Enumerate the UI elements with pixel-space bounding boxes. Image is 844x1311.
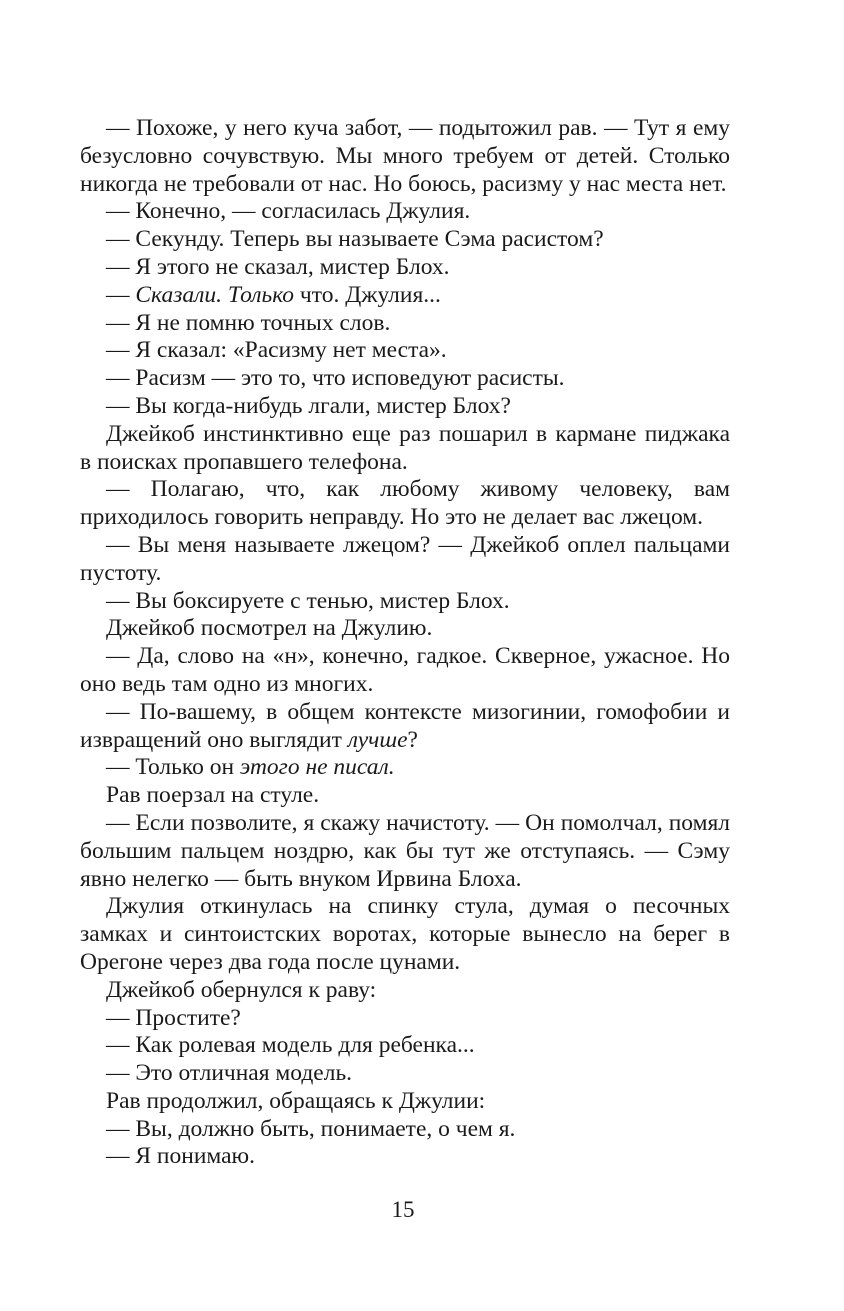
- paragraph: [80, 226, 730, 254]
- paragraph: [80, 1116, 730, 1144]
- paragraph: [80, 810, 730, 893]
- paragraph: [80, 699, 730, 755]
- paragraph: [80, 282, 730, 310]
- text-run: — Я понимаю.: [106, 1143, 255, 1170]
- text-run: что. Джулия...: [294, 281, 441, 308]
- paragraph: [80, 977, 730, 1005]
- text-run: Рав продолжил, обращаясь к Джулии:: [106, 1087, 486, 1114]
- text-run: — Вы, должно быть, понимаете, о чем я.: [106, 1115, 516, 1142]
- paragraph: [80, 393, 730, 421]
- text-run: Джейкоб обернулся к раву:: [106, 976, 377, 1003]
- paragraph: [80, 1032, 730, 1060]
- paragraph: [80, 254, 730, 282]
- text-run: — Вы когда-нибудь лгали, мистер Блох?: [106, 392, 511, 419]
- text-run: — Я сказал: «Расизму нет места».: [106, 337, 447, 364]
- text-run: — Полагаю, что, как любому живому человеку, вам приходилось говорить неправду. Но это не делает вас лжецом.: [80, 476, 730, 531]
- page-number: 15: [391, 1197, 415, 1222]
- text-run: — Я не помню точных слов.: [106, 309, 391, 336]
- paragraph: [80, 476, 730, 532]
- text-run: — Секунду. Теперь вы называете Сэма расистом?: [106, 226, 604, 253]
- text-run: —: [106, 281, 136, 308]
- text-run: — Похоже, у него куча забот, — подытожил рав. — Тут я ему безусловно сочувствую. Мы много требуем от детей. Столько никогда не требовали от нас. Но боюсь, расизму у нас места нет.: [80, 115, 730, 197]
- paragraph: [80, 893, 730, 976]
- paragraph: [80, 782, 730, 810]
- paragraph: [80, 1060, 730, 1088]
- text-run: Джейкоб посмотрел на Джулию.: [106, 615, 433, 642]
- text-run: — Как ролевая модель для ребенка...: [106, 1032, 475, 1059]
- paragraph: [80, 337, 730, 365]
- text-run: — Это отличная модель.: [106, 1060, 353, 1087]
- text-run: Джейкоб инстинктивно еще раз пошарил в кармане пиджака в поисках пропавшего телефона.: [80, 420, 730, 475]
- text-run: — Да, слово на «н», конечно, гадкое. Скверное, ужасное. Но оно ведь там одно из многих.: [80, 643, 730, 697]
- paragraph: [80, 643, 730, 699]
- text-run: — Конечно, — согласилась Джулия.: [106, 198, 471, 225]
- paragraph: [80, 615, 730, 643]
- text-run: — Расизм — это то, что исповедуют расисты.: [106, 365, 565, 392]
- text-run: — Я этого не сказал, мистер Блох.: [106, 253, 450, 280]
- italic-text-run: этого не писал.: [239, 754, 395, 781]
- page-body-text: [80, 115, 730, 1171]
- paragraph: [80, 532, 730, 588]
- italic-text-run: лучше: [347, 726, 408, 753]
- text-run: ?: [407, 726, 418, 753]
- text-run: — Если позволите, я скажу начистоту. — Он помолчал, помял большим пальцем ноздрю, как бы тут же отступаясь. — Сэму явно нелегко — быть внуком Ирвина Блоха.: [80, 809, 730, 892]
- paragraph: [80, 115, 730, 198]
- text-run: — Вы боксируете с тенью, мистер Блох.: [106, 587, 510, 614]
- paragraph: [80, 310, 730, 338]
- paragraph: [80, 1005, 730, 1033]
- text-run: — Простите?: [106, 1004, 241, 1031]
- text-run: — Только он: [106, 754, 240, 781]
- paragraph: [80, 421, 730, 477]
- paragraph: [80, 588, 730, 616]
- text-run: Джулия откинулась на спинку стула, думая о песочных замках и синтоистских воротах, которые вынесло на берег в Орегоне через два года после цунами.: [80, 893, 730, 975]
- paragraph: [80, 1143, 730, 1171]
- paragraph: [80, 198, 730, 226]
- italic-text-run: Сказали. Только: [135, 281, 295, 308]
- paragraph: [80, 365, 730, 393]
- text-run: Рав поерзал на стуле.: [106, 782, 320, 809]
- text-run: — По-вашему, в общем контексте мизогинии, гомофобии и извращений оно выглядит: [80, 698, 730, 753]
- paragraph: [80, 1088, 730, 1116]
- text-run: — Вы меня называете лжецом? — Джейкоб оплел пальцами пустоту.: [80, 531, 730, 586]
- paragraph: [80, 754, 730, 782]
